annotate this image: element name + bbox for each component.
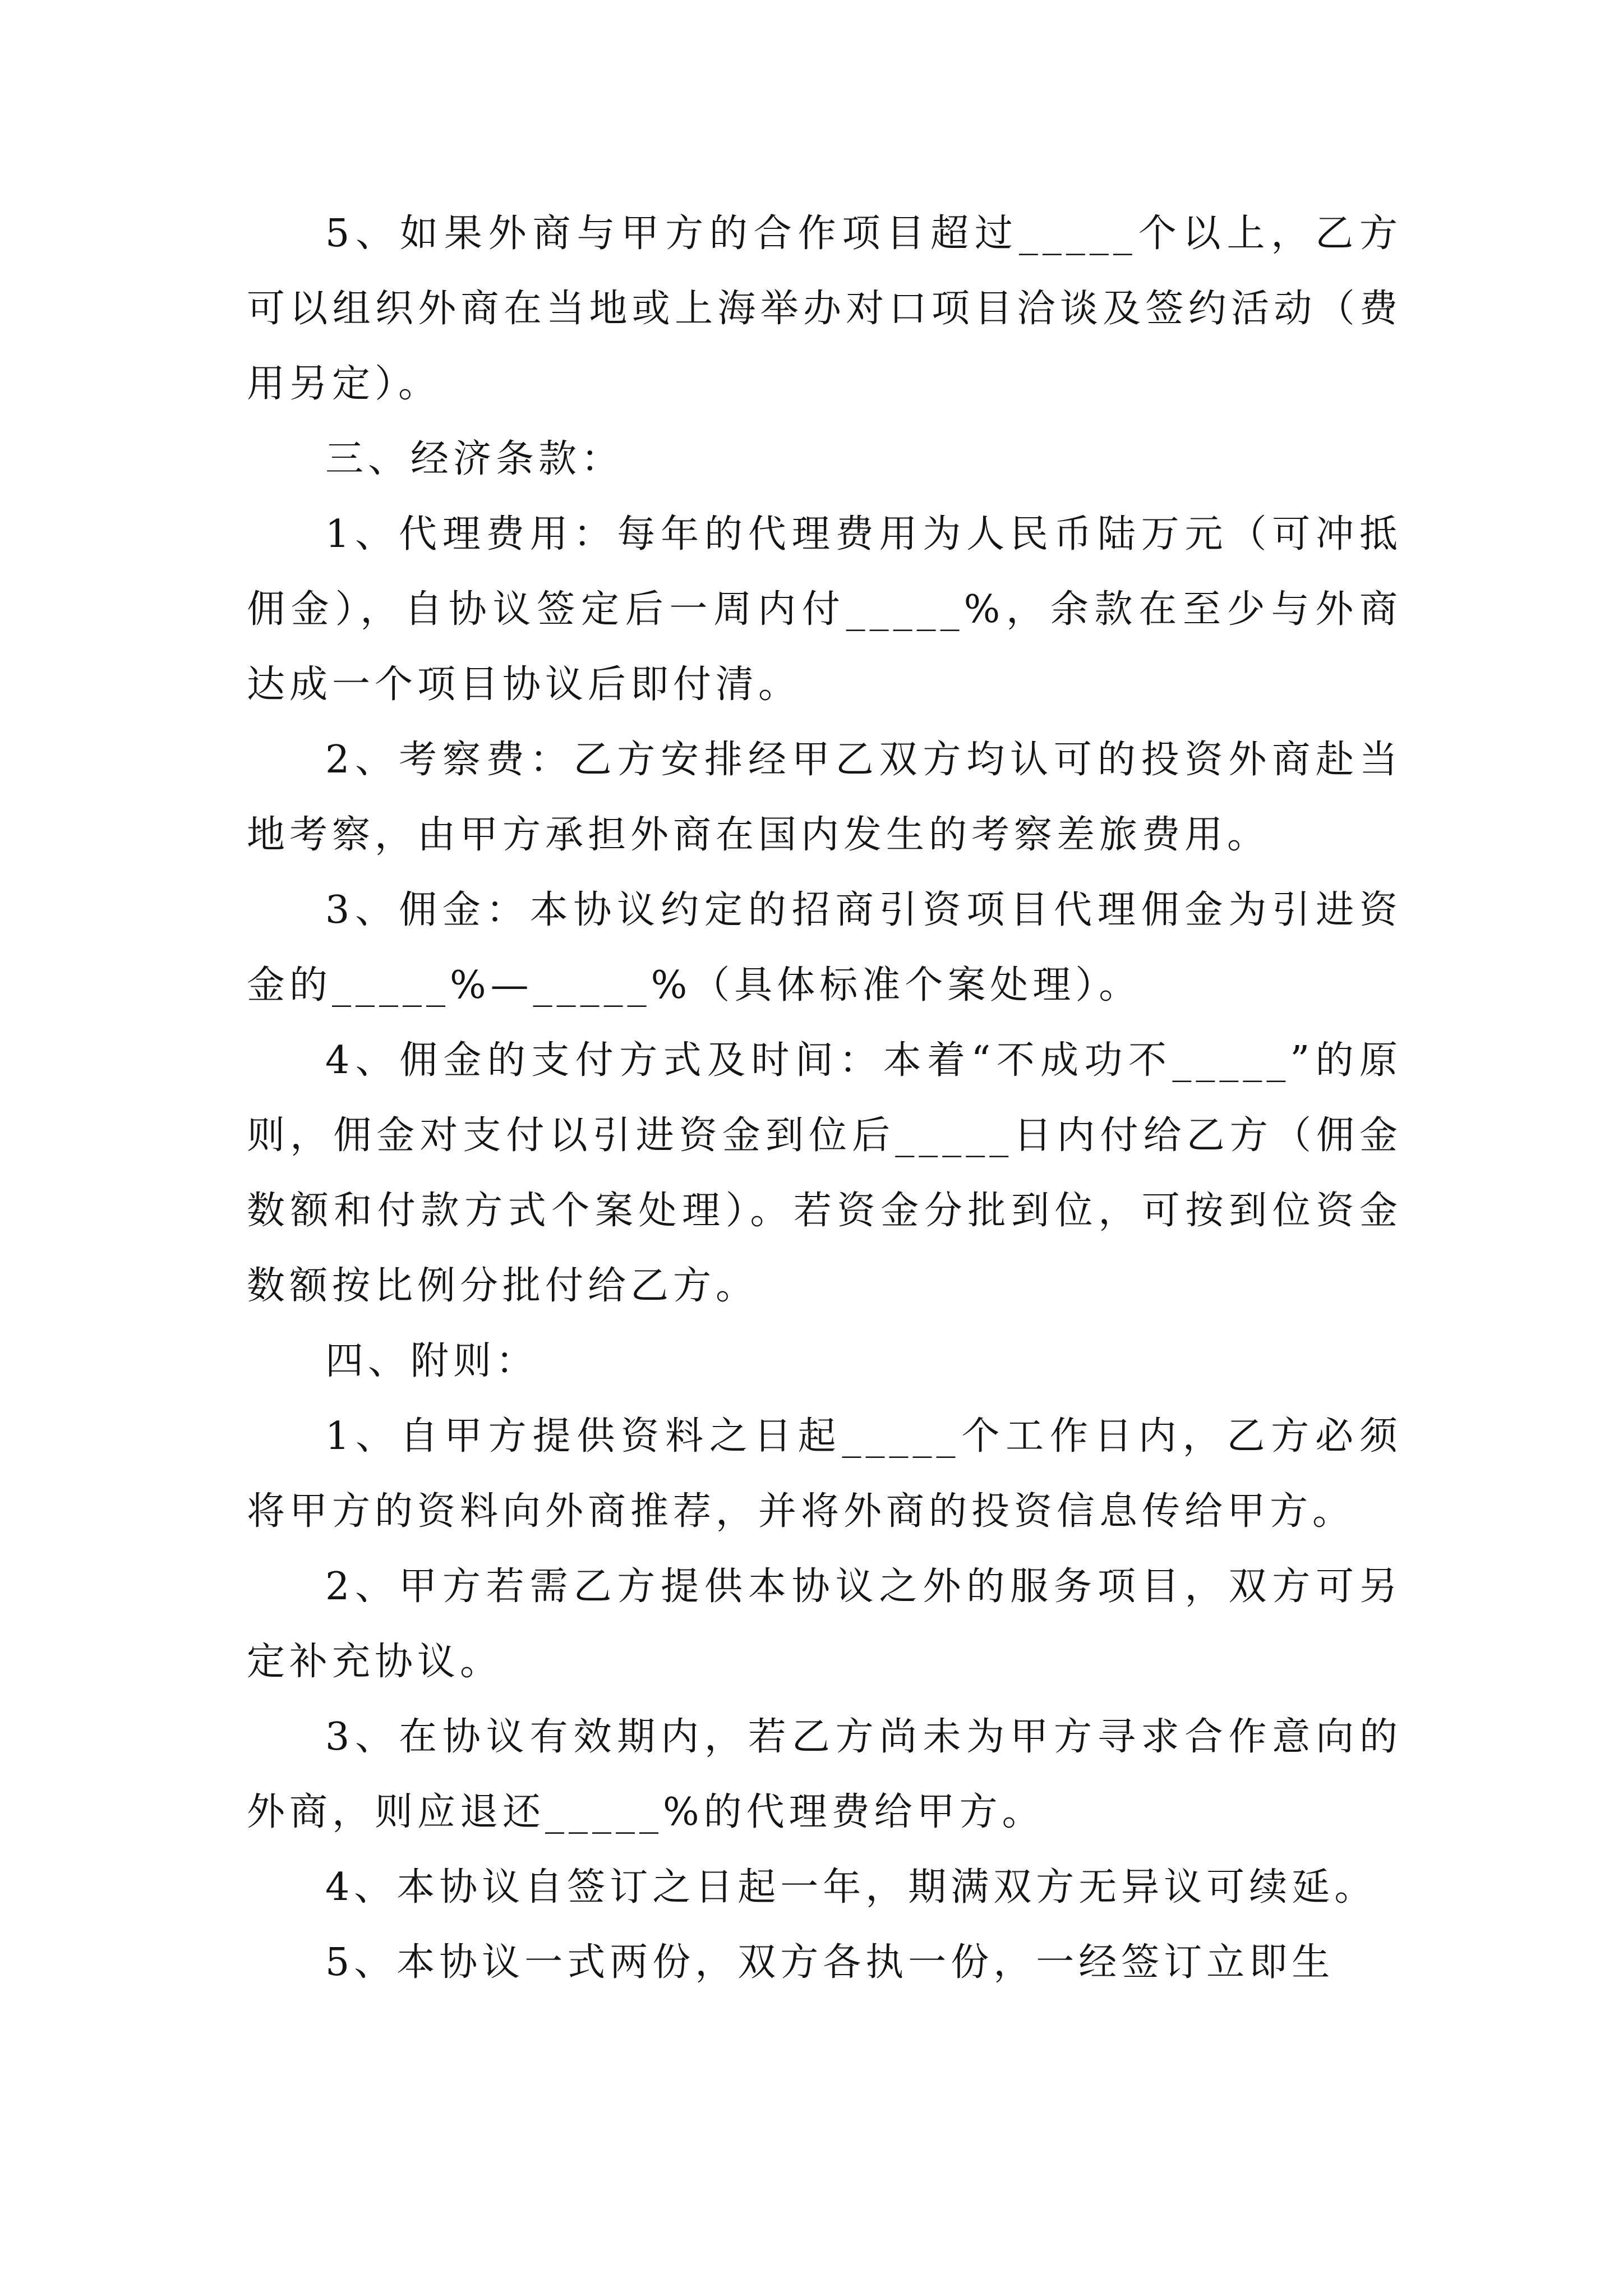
paragraph-supplementary-3: 3、在协议有效期内，若乙方尚未为甲方寻求合作意向的外商，则应退还_____%的代理费给甲方。 (247, 1715, 1402, 1834)
document-body (247, 196, 1402, 2000)
paragraph-supplementary-4: 4、本协议自签订之日起一年，期满双方无异议可续延。 (325, 1865, 1377, 1910)
paragraph-commission: 3、佣金：本协议约定的招商引资项目代理佣金为引进资金的_____%—_____%（具体标准个案处理）。 (247, 888, 1402, 1007)
paragraph-supplementary-5: 5、本协议一式两份，双方各执一份，一经签订立即生 (325, 1940, 1335, 1985)
paragraph-agency-fee: 1、代理费用：每年的代理费用为人民币陆万元（可冲抵佣金），自协议签定后一周内付_____%，余款在至少与外商达成一个项目协议后即付清。 (247, 512, 1402, 707)
paragraph-inspection-fee: 2、考察费：乙方安排经甲乙双方均认可的投资外商赴当地考察，由甲方承担外商在国内发生的考察差旅费用。 (247, 738, 1402, 857)
section-heading-economic-terms: 三、经济条款： (325, 437, 624, 481)
section-heading-supplementary-provisions: 四、附则： (325, 1339, 539, 1383)
paragraph-supplementary-1: 1、自甲方提供资料之日起_____个工作日内，乙方必须将甲方的资料向外商推荐，并将外商的投资信息传给甲方。 (247, 1414, 1402, 1534)
paragraph-clause-5-foreign-investment: 5、如果外商与甲方的合作项目超过_____个以上，乙方可以组织外商在当地或上海举办对口项目洽谈及签约活动（费用另定）。 (247, 211, 1402, 406)
paragraph-commission-payment: 4、佣金的支付方式及时间：本着“不成功不_____”的原则，佣金对支付以引进资金到位后_____日内付给乙方（佣金数额和付款方式个案处理）。若资金分批到位，可按到位资金数额按比例分批付给乙方。 (247, 1038, 1402, 1308)
paragraph-supplementary-2: 2、甲方若需乙方提供本协议之外的服务项目，双方可另定补充协议。 (247, 1565, 1402, 1684)
